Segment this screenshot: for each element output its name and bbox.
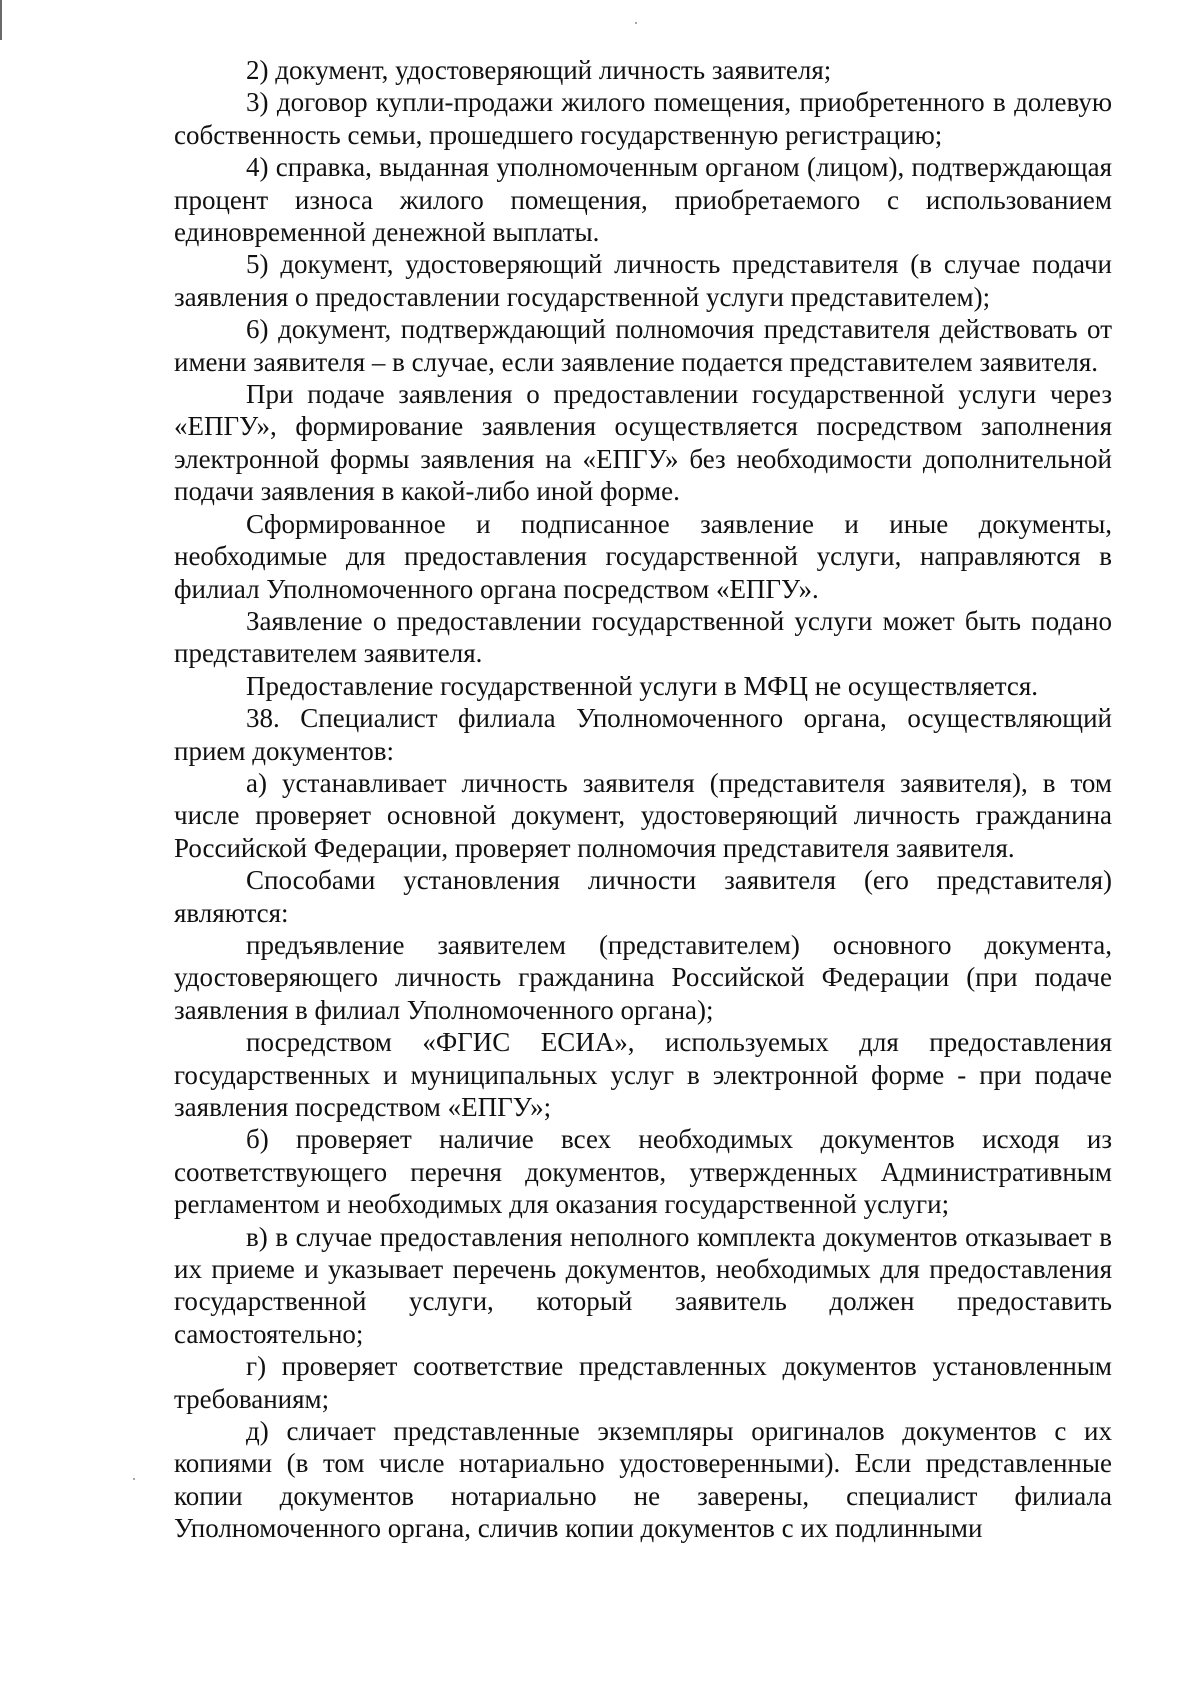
- paragraph-identification-methods: Способами установления личности заявителя (его представителя) являются:: [174, 865, 1112, 928]
- scan-speck: [133, 1478, 135, 1480]
- paragraph-item-v: в) в случае предоставления неполного комплекта документов отказывает в их приеме и указывает перечень документов, необходимых для предоставления государственной услуги, который заявитель должен предоставить самостоятельно;: [174, 1221, 1112, 1349]
- paragraph-section-38: 38. Специалист филиала Уполномоченного органа, осуществляющий прием документов:: [174, 703, 1112, 766]
- scan-edge-mark: [0, 0, 2, 40]
- paragraph-item-4: 4) справка, выданная уполномоченным органом (лицом), подтверждающая процент износа жилого помещения, приобретаемого с использованием единовременной денежной выплаты.: [174, 152, 1112, 248]
- paragraph-item-2: 2) документ, удостоверяющий личность заявителя;: [246, 55, 832, 85]
- paragraph-mfc: Предоставление государственной услуги в МФЦ не осуществляется.: [246, 670, 1039, 701]
- paragraph-item-g: г) проверяет соответствие представленных документов установленным требованиям;: [174, 1351, 1112, 1414]
- paragraph-item-b: б) проверяет наличие всех необходимых документов исходя из соответствующего перечня документов, утвержденных Административным регламентом и необходимых для оказания государственной услуги;: [174, 1124, 1112, 1220]
- document-body: [174, 54, 1112, 1545]
- paragraph-documents-sent: Сформированное и подписанное заявление и иные документы, необходимые для предоставления государственной услуги, направляются в филиал Уполномоченного органа посредством «ЕПГУ».: [174, 508, 1112, 604]
- paragraph-item-a: а) устанавливает личность заявителя (представителя заявителя), в том числе проверяет основной документ, удостоверяющий личность гражданина Российской Федерации, проверяет полномочия представителя заявителя.: [174, 767, 1112, 863]
- paragraph-item-6: 6) документ, подтверждающий полномочия представителя действовать от имени заявителя – в случае, если заявление подается представителем заявителя.: [174, 314, 1112, 377]
- paragraph-representative: Заявление о предоставлении государственной услуги может быть подано представителем заявителя.: [174, 605, 1112, 669]
- paragraph-item-d: д) сличает представленные экземпляры оригиналов документов с их копиями (в том числе нотариально удостоверенными). Если представленные копии документов нотариально не заверены, специалист филиала Уполномоченного органа, сличив копии документов с их подлинными: [174, 1416, 1112, 1544]
- paragraph-epgu-submission: При подаче заявления о предоставлении государственной услуги через «ЕПГУ», формирование заявления осуществляется посредством заполнения электронной формы заявления на «ЕПГУ» без необходимости дополнительной подачи заявления в какой-либо иной форме.: [174, 379, 1112, 507]
- paragraph-method-document: предъявление заявителем (представителем) основного документа, удостоверяющего личность гражданина Российской Федерации (при подаче заявления в филиал Уполномоченного органа);: [174, 929, 1112, 1025]
- scan-speck: [635, 22, 637, 24]
- paragraph-item-3: 3) договор купли-продажи жилого помещения, приобретенного в долевую собственность семьи, прошедшего государственную регистрацию;: [174, 87, 1112, 150]
- paragraph-item-5: 5) документ, удостоверяющий личность представителя (в случае подачи заявления о предоставлении государственной услуги представителем);: [174, 249, 1112, 312]
- paragraph-method-esia: посредством «ФГИС ЕСИА», используемых для предоставления государственных и муниципальных услуг в электронной форме - при подаче заявления посредством «ЕПГУ»;: [174, 1027, 1112, 1122]
